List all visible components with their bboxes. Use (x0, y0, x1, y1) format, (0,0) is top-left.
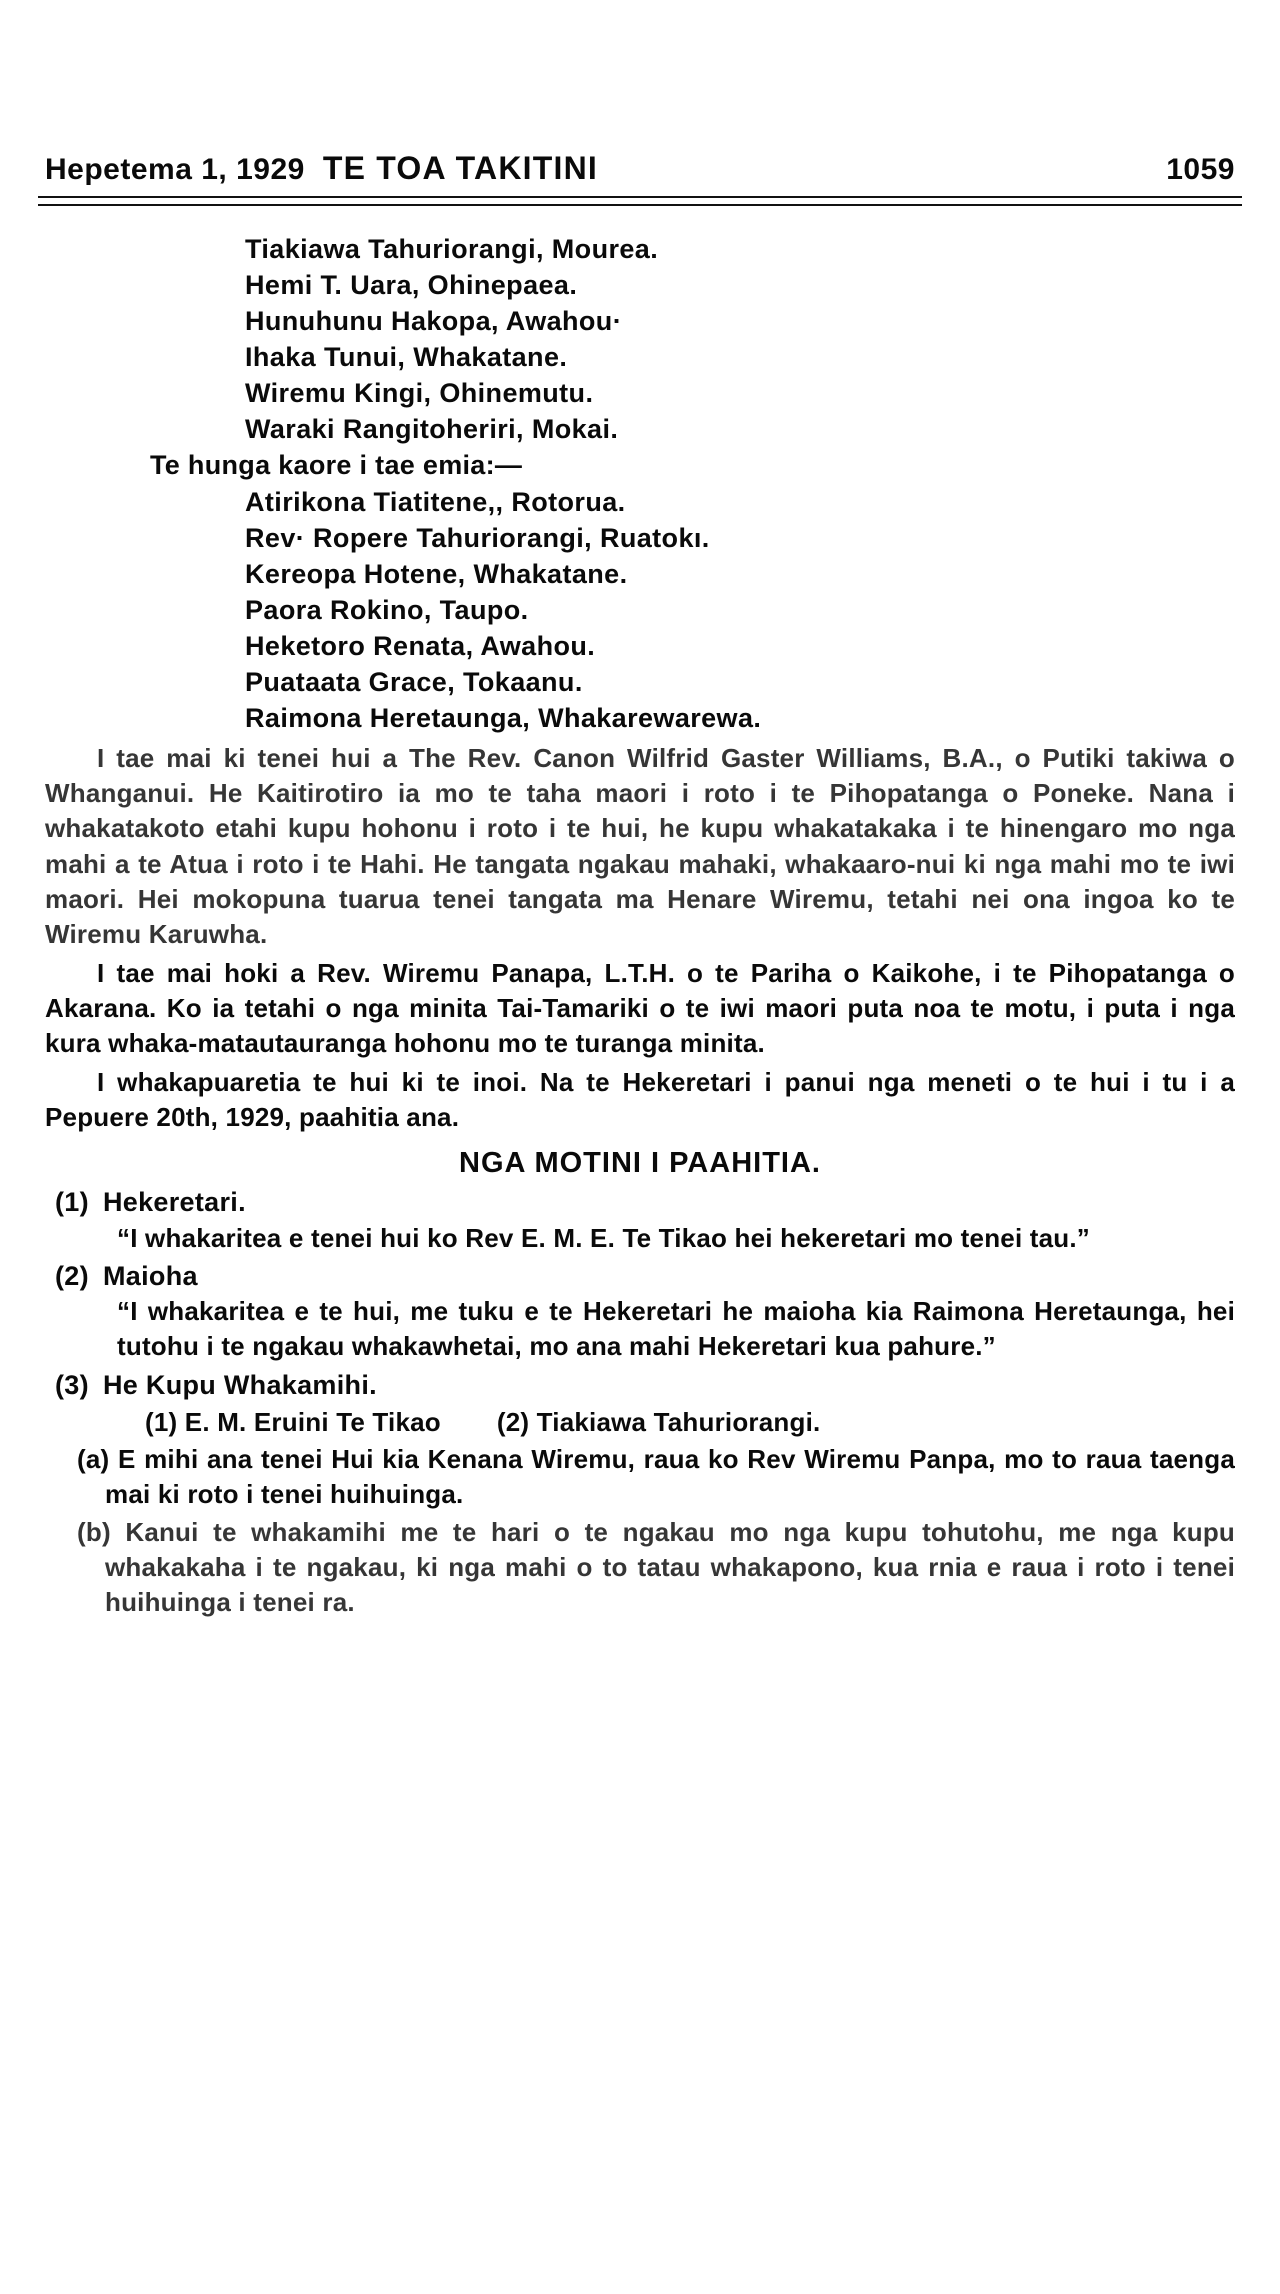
motion-1-number: (1) (55, 1187, 89, 1218)
journal-title: TE TOA TAKITINI (322, 150, 598, 186)
running-head-left (45, 150, 598, 187)
motions-heading: NGA MOTINI I PAAHITIA. (459, 1146, 821, 1179)
list-item: Heketoro Renata, Awahou. (245, 630, 596, 661)
motion-3-sub-b (45, 1515, 1235, 1621)
list-item: Wiremu Kingi, Ohinemutu. (245, 377, 594, 408)
motion-2-head (45, 1258, 1235, 1294)
motion-1-title: Hekeretari. (103, 1187, 246, 1218)
list-item: Hunuhunu Hakopa, Awahou· (245, 305, 623, 336)
motion-1-head (45, 1184, 1235, 1220)
motion-3-sub-a (45, 1442, 1235, 1513)
motion-3-head (45, 1367, 1235, 1403)
motion-2-number: (2) (55, 1260, 89, 1291)
list-item: Kereopa Hotene, Whakatane. (245, 559, 628, 590)
paragraph-visitor-williams: I tae mai ki tenei hui a The Rev. Canon Wilfrid Gaster Williams, B.A., o Putiki takiwa o Whanganui. He Kaitirotiro ia mo te taha maori i roto i te Pihopatanga o Poneke. Nana i whakatakoto etahi kupu hohonu i roto i te hui, he kupu whakatakaka i te hinengaro mo nga mahi a te Atua i roto i te Hahi. He tangata ngakau mahaki, whakaaro-nui ki nga mahi mo te iwi maori. Hei mokopuna tuarua tenei tangata ma Henare Wiremu, tetahi nei ona ingoa ko te Wiremu Karuwha. (45, 742, 1235, 950)
motion-3-sub-a-text: E mihi ana tenei Hui kia Kenana Wiremu, raua ko Rev Wiremu Panpa, mo to raua taenga mai ki roto i tenei huihuinga. (105, 1443, 1235, 1510)
list-item: Waraki Rangitoheriri, Mokai. (245, 413, 619, 444)
motion-1-text: “I whakaritea e tenei hui ko Rev E. M. E. Te Tikao hei hekeretari mo tenei tau.” (117, 1222, 1091, 1253)
motion-3-sub-b-label: (b) (77, 1516, 111, 1547)
running-head (45, 150, 1235, 187)
motion-3-signatories (45, 1405, 1235, 1440)
list-item: Rev· Ropere Tahuriorangi, Ruatokı. (245, 523, 710, 554)
list-item: Puataata Grace, Tokaanu. (245, 666, 583, 697)
list-item: Ihaka Tunui, Whakatane. (245, 341, 568, 372)
motion-1 (45, 1184, 1235, 1256)
article-body (45, 232, 1235, 1621)
list-item: Atirikona Tiatitene,, Rotorua. (245, 487, 626, 518)
list-item: Hemi T. Uara, Ohinepaea. (245, 269, 578, 300)
motion-3-title: He Kupu Whakamihi. (103, 1369, 377, 1400)
paragraph-visitor-panapa: I tae mai hoki a Rev. Wiremu Panapa, L.T.H. o te Pariha o Kaikohe, i te Pihopatanga o Akarana. Ko ia tetahi o nga minita Tai-Tamariki o te iwi maori puta noa te motu, i puta i nga kura whaka-matautauranga hohonu mo te turanga minita. (45, 957, 1235, 1059)
absentee-lead: Te hunga kaore i tae emia:— (150, 450, 523, 481)
paragraph-opening-prayer: I whakapuaretia te hui ki te inoi. Na te Hekeretari i panui nga meneti o te hui i tu i a Pepuere 20th, 1929, paahitia ana. (45, 1066, 1235, 1133)
motion-3-sub-a-label: (a) (77, 1443, 110, 1474)
list-item: Raimona Heretaunga, Whakarewarewa. (245, 702, 762, 733)
absentee-list (45, 485, 1235, 736)
list-item: Paora Rokino, Taupo. (245, 594, 529, 625)
attendee-list (45, 232, 1235, 447)
issue-date: Hepetema 1, 1929 (45, 153, 305, 186)
page-number: 1059 (1166, 153, 1235, 186)
motion-3-sub-b-text: Kanui te whakamihi me te hari o te ngakau mo nga kupu tohutohu, me nga kupu whakakaha i te ngakau, ki nga mahi o to tatau whakapono, kua rnia e raua i roto i tenei huihuinga i tenei ra. (105, 1516, 1235, 1618)
motion-2 (45, 1258, 1235, 1365)
signatory-1: (1) E. M. Eruini Te Tikao (145, 1406, 441, 1437)
motion-3-number: (3) (55, 1369, 89, 1400)
header-rule (38, 196, 1242, 206)
motion-2-title: Maioha (103, 1260, 198, 1291)
list-item: Tiakiawa Tahuriorangi, Mourea. (245, 234, 659, 264)
motion-2-text: “I whakaritea e te hui, me tuku e te Hekeretari he maioha kia Raimona Heretaunga, hei tutohu i te ngakau whakawhetai, mo ana mahi Hekeretari kua pahure.” (117, 1296, 1235, 1362)
signatory-2: (2) Tiakiawa Tahuriorangi. (496, 1406, 821, 1437)
motion-3 (45, 1367, 1235, 1621)
